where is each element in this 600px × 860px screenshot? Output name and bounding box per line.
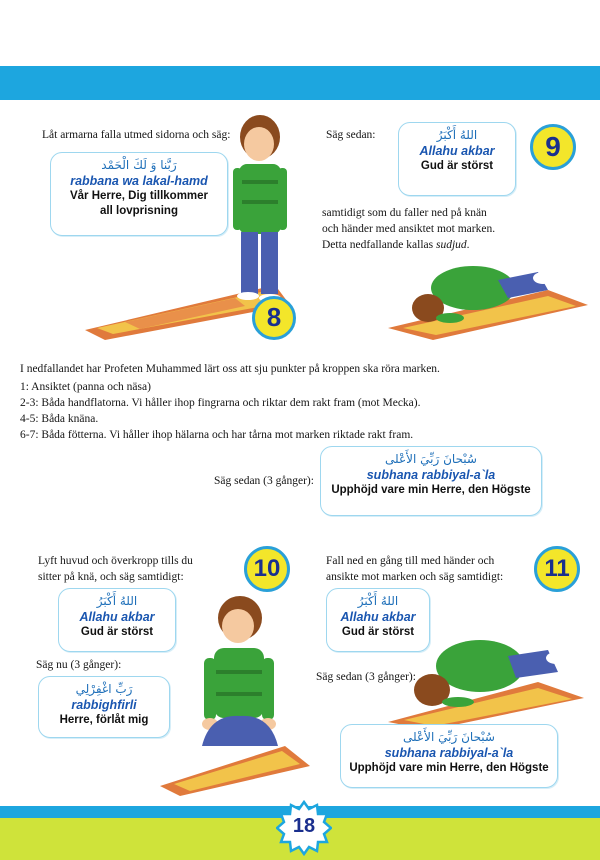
step10-instruction-b: Säg nu (3 gånger): — [36, 659, 122, 671]
tasbih-instruction: Säg sedan (3 gånger): — [214, 475, 314, 487]
step8-transliteration: rabbana wa lakal-hamd — [70, 174, 208, 188]
step11-swedish-b: Upphöjd vare min Herre, den Högste — [349, 762, 549, 774]
step9-instruction: Säg sedan: — [326, 129, 376, 141]
step9-transliteration: Allahu akbar — [419, 144, 495, 158]
tasbih-swedish: Upphöjd vare min Herre, den Högste — [331, 484, 531, 496]
sudjud-point-3: 4-5: Båda knäna. — [20, 413, 99, 425]
step10-number-badge: 10 — [244, 546, 290, 592]
sudjud-intro: I nedfallandet har Profeten Muhammed lärt oss att sju punkter på kroppen ska röra marken. — [20, 363, 440, 375]
step10-arabic: اللهُ أَكْبَرُ — [96, 594, 138, 608]
step8-instruction: Låt armarna falla utmed sidorna och säg: — [42, 129, 231, 141]
tasbih-transliteration: subhana rabbiyal-a`la — [366, 468, 496, 482]
step11-arabic-b: سُبْحانَ رَبِّيَ الأَعْلى — [403, 730, 495, 744]
prostrating-boy-illustration-2 — [388, 626, 584, 730]
step10-arabic-b: رَبِّ اغْفِرْلِي — [75, 682, 133, 696]
step11-transliteration-b: subhana rabbiyal-a`la — [384, 746, 514, 760]
step10-transliteration-b: rabbighfirli — [71, 698, 137, 712]
tasbih-speech-bubble — [320, 446, 542, 516]
step10-instruction-line1: Lyft huvud och överkropp tills du — [38, 555, 193, 567]
step11-transliteration: Allahu akbar — [340, 610, 416, 624]
step11-speech-bubble-b — [340, 724, 558, 788]
header-stripe — [0, 66, 600, 100]
kneeling-boy-illustration — [150, 596, 310, 796]
step10-swedish-b: Herre, förlåt mig — [59, 714, 149, 726]
step10-transliteration: Allahu akbar — [79, 610, 155, 624]
page-number: 18 — [292, 815, 316, 837]
step9-speech-bubble — [398, 122, 516, 196]
step11-instruction-b: Säg sedan (3 gånger): — [316, 671, 416, 683]
prostrating-boy-illustration — [388, 250, 588, 340]
step10-instruction-line2: sitter på knä, och säg samtidigt: — [38, 571, 184, 583]
step9-arabic: اللهُ أَكْبَرُ — [436, 128, 478, 142]
step10-swedish: Gud är störst — [80, 626, 154, 638]
step11-swedish: Gud är störst — [341, 626, 415, 638]
tasbih-arabic: سُبْحانَ رَبِّيَ الأَعْلى — [385, 452, 477, 466]
step8-arabic: رَبَّنا وَ لَكَ الْحَمْد — [101, 158, 177, 172]
step11-instruction-line1: Fall ned en gång till med händer och — [326, 555, 495, 567]
step9-description-line3: Detta nedfallande kallas sudjud. — [322, 239, 470, 251]
sudjud-point-1: 1: Ansiktet (panna och näsa) — [20, 381, 151, 393]
sudjud-point-4: 6-7: Båda fötterna. Vi håller ihop hälarna och har tårna mot marken riktade rakt fram. — [20, 429, 414, 441]
step11-number-badge: 11 — [534, 546, 580, 592]
step9-description-line1: samtidigt som du faller ned på knän — [322, 207, 487, 219]
step9-description-line2: och händer med ansiktet mot marken. — [322, 223, 496, 235]
step11-instruction-line2: ansikte mot marken och säg samtidigt: — [326, 571, 504, 583]
top-margin — [0, 0, 600, 66]
step8-swedish-line2: all lovprisning — [100, 205, 178, 217]
page-number-badge — [276, 800, 332, 856]
step11-arabic: اللهُ أَكْبَرُ — [357, 594, 399, 608]
step9-number-badge: 9 — [530, 124, 576, 170]
step8-number-badge: 8 — [252, 296, 296, 340]
step9-swedish: Gud är störst — [420, 160, 494, 172]
sudjud-point-2: 2-3: Båda handflatorna. Vi håller ihop fingrarna och riktar dem rakt fram (mot Mecka). — [20, 397, 421, 409]
sudjud-term: sudjud — [436, 239, 467, 251]
step8-swedish-line1: Vår Herre, Dig tillkommer — [69, 190, 209, 202]
